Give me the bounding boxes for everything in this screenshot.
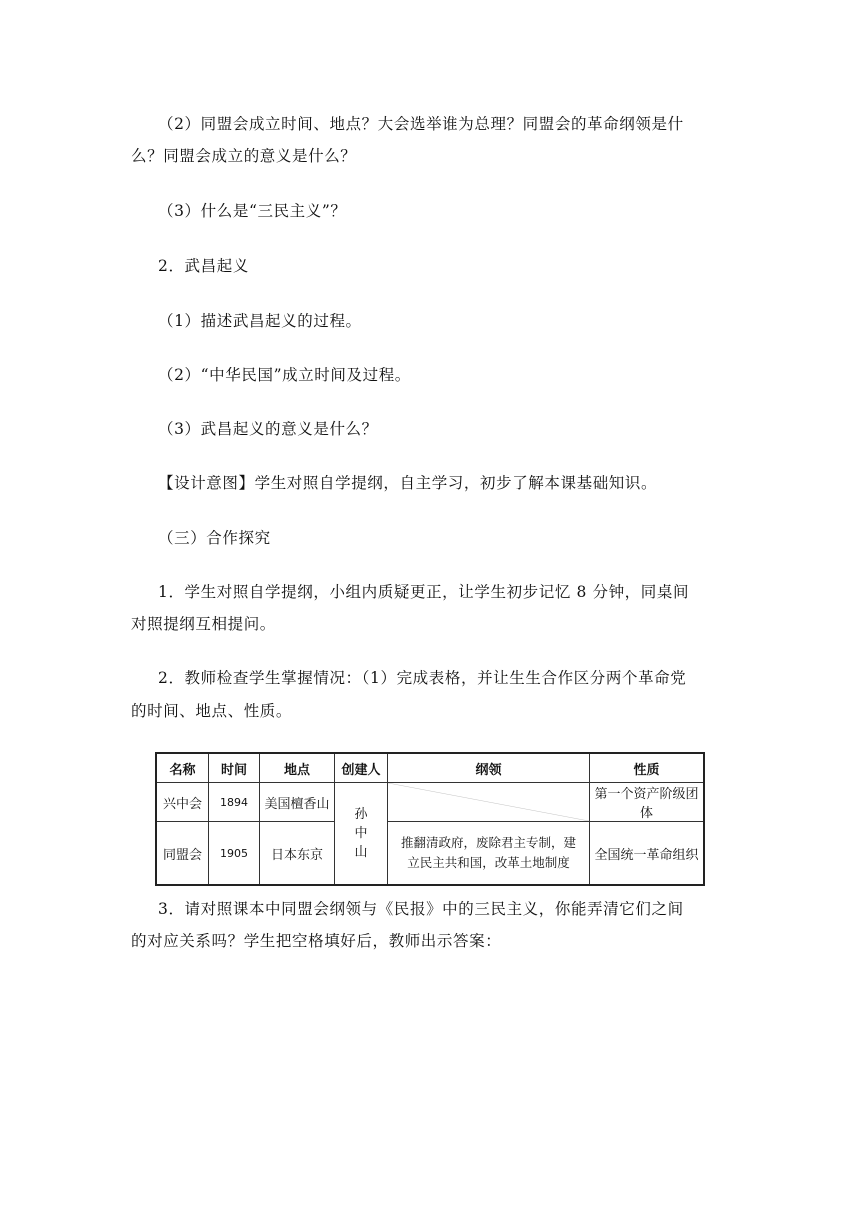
section-3-heading: （三）合作探究 [158,529,271,547]
step-3-line2: 的对应关系吗？学生把空格填好后，教师出示答案： [131,932,502,950]
table-header-row [156,753,704,783]
wuchang-question-1: （1）描述武昌起义的过程。 [158,312,362,330]
question-2-line1: （2）同盟会成立时间、地点？大会选举谁为总理？同盟会的革命纲领是什 [158,115,684,133]
header-nature: 性质 [590,753,705,783]
section-2-heading: 2．武昌起义 [158,257,249,275]
step-1-line2: 对照提纲互相提问。 [131,615,276,633]
wuchang-question-3: （3）武昌起义的意义是什么？ [158,420,378,438]
cell-place: 日本东京 [260,822,335,886]
step-2-line1: 2．教师检查学生掌握情况：（1）完成表格，并让生生合作区分两个革命党 [158,669,687,687]
diagonal-line [388,783,589,821]
cell-nature: 第一个资产阶级团体 [590,783,705,822]
cell-program [388,822,590,886]
cell-founder [335,783,388,886]
revolutionary-parties-table [155,752,705,886]
header-name: 名称 [156,753,209,783]
cell-time: 1894 [209,783,260,822]
question-3: （3）什么是“三民主义”？ [158,202,347,220]
step-1-line1: 1．学生对照自学提纲，小组内质疑更正，让学生初步记忆 8 分钟，同桌间 [158,583,690,601]
cell-name: 同盟会 [156,822,209,886]
cell-nature: 全国统一革命组织 [590,822,705,886]
header-program: 纲领 [388,753,590,783]
table-row [156,783,704,822]
cell-program-empty [388,783,590,822]
question-2-line2: 么？同盟会成立的意义是什么？ [131,147,357,165]
founder-char: 山 [354,845,368,860]
step-3-line1: 3．请对照课本中同盟会纲领与《民报》中的三民主义，你能弄清它们之间 [158,900,684,918]
header-time: 时间 [209,753,260,783]
step-2-line2: 的时间、地点、性质。 [131,702,293,720]
founder-char: 中 [354,826,368,841]
program-line: 立民主共和国，改革土地制度 [407,855,570,870]
cell-name: 兴中会 [156,783,209,822]
cell-place: 美国檀香山 [260,783,335,822]
header-founder: 创建人 [335,753,388,783]
founder-char: 孙 [354,807,368,822]
design-intent: 【设计意图】学生对照自学提纲，自主学习，初步了解本课基础知识。 [158,474,658,492]
wuchang-question-2: （2）“中华民国”成立时间及过程。 [158,366,411,384]
cell-time: 1905 [209,822,260,886]
table-row [156,822,704,886]
header-place: 地点 [260,753,335,783]
program-line: 推翻清政府，废除君主专制，建 [400,835,576,850]
